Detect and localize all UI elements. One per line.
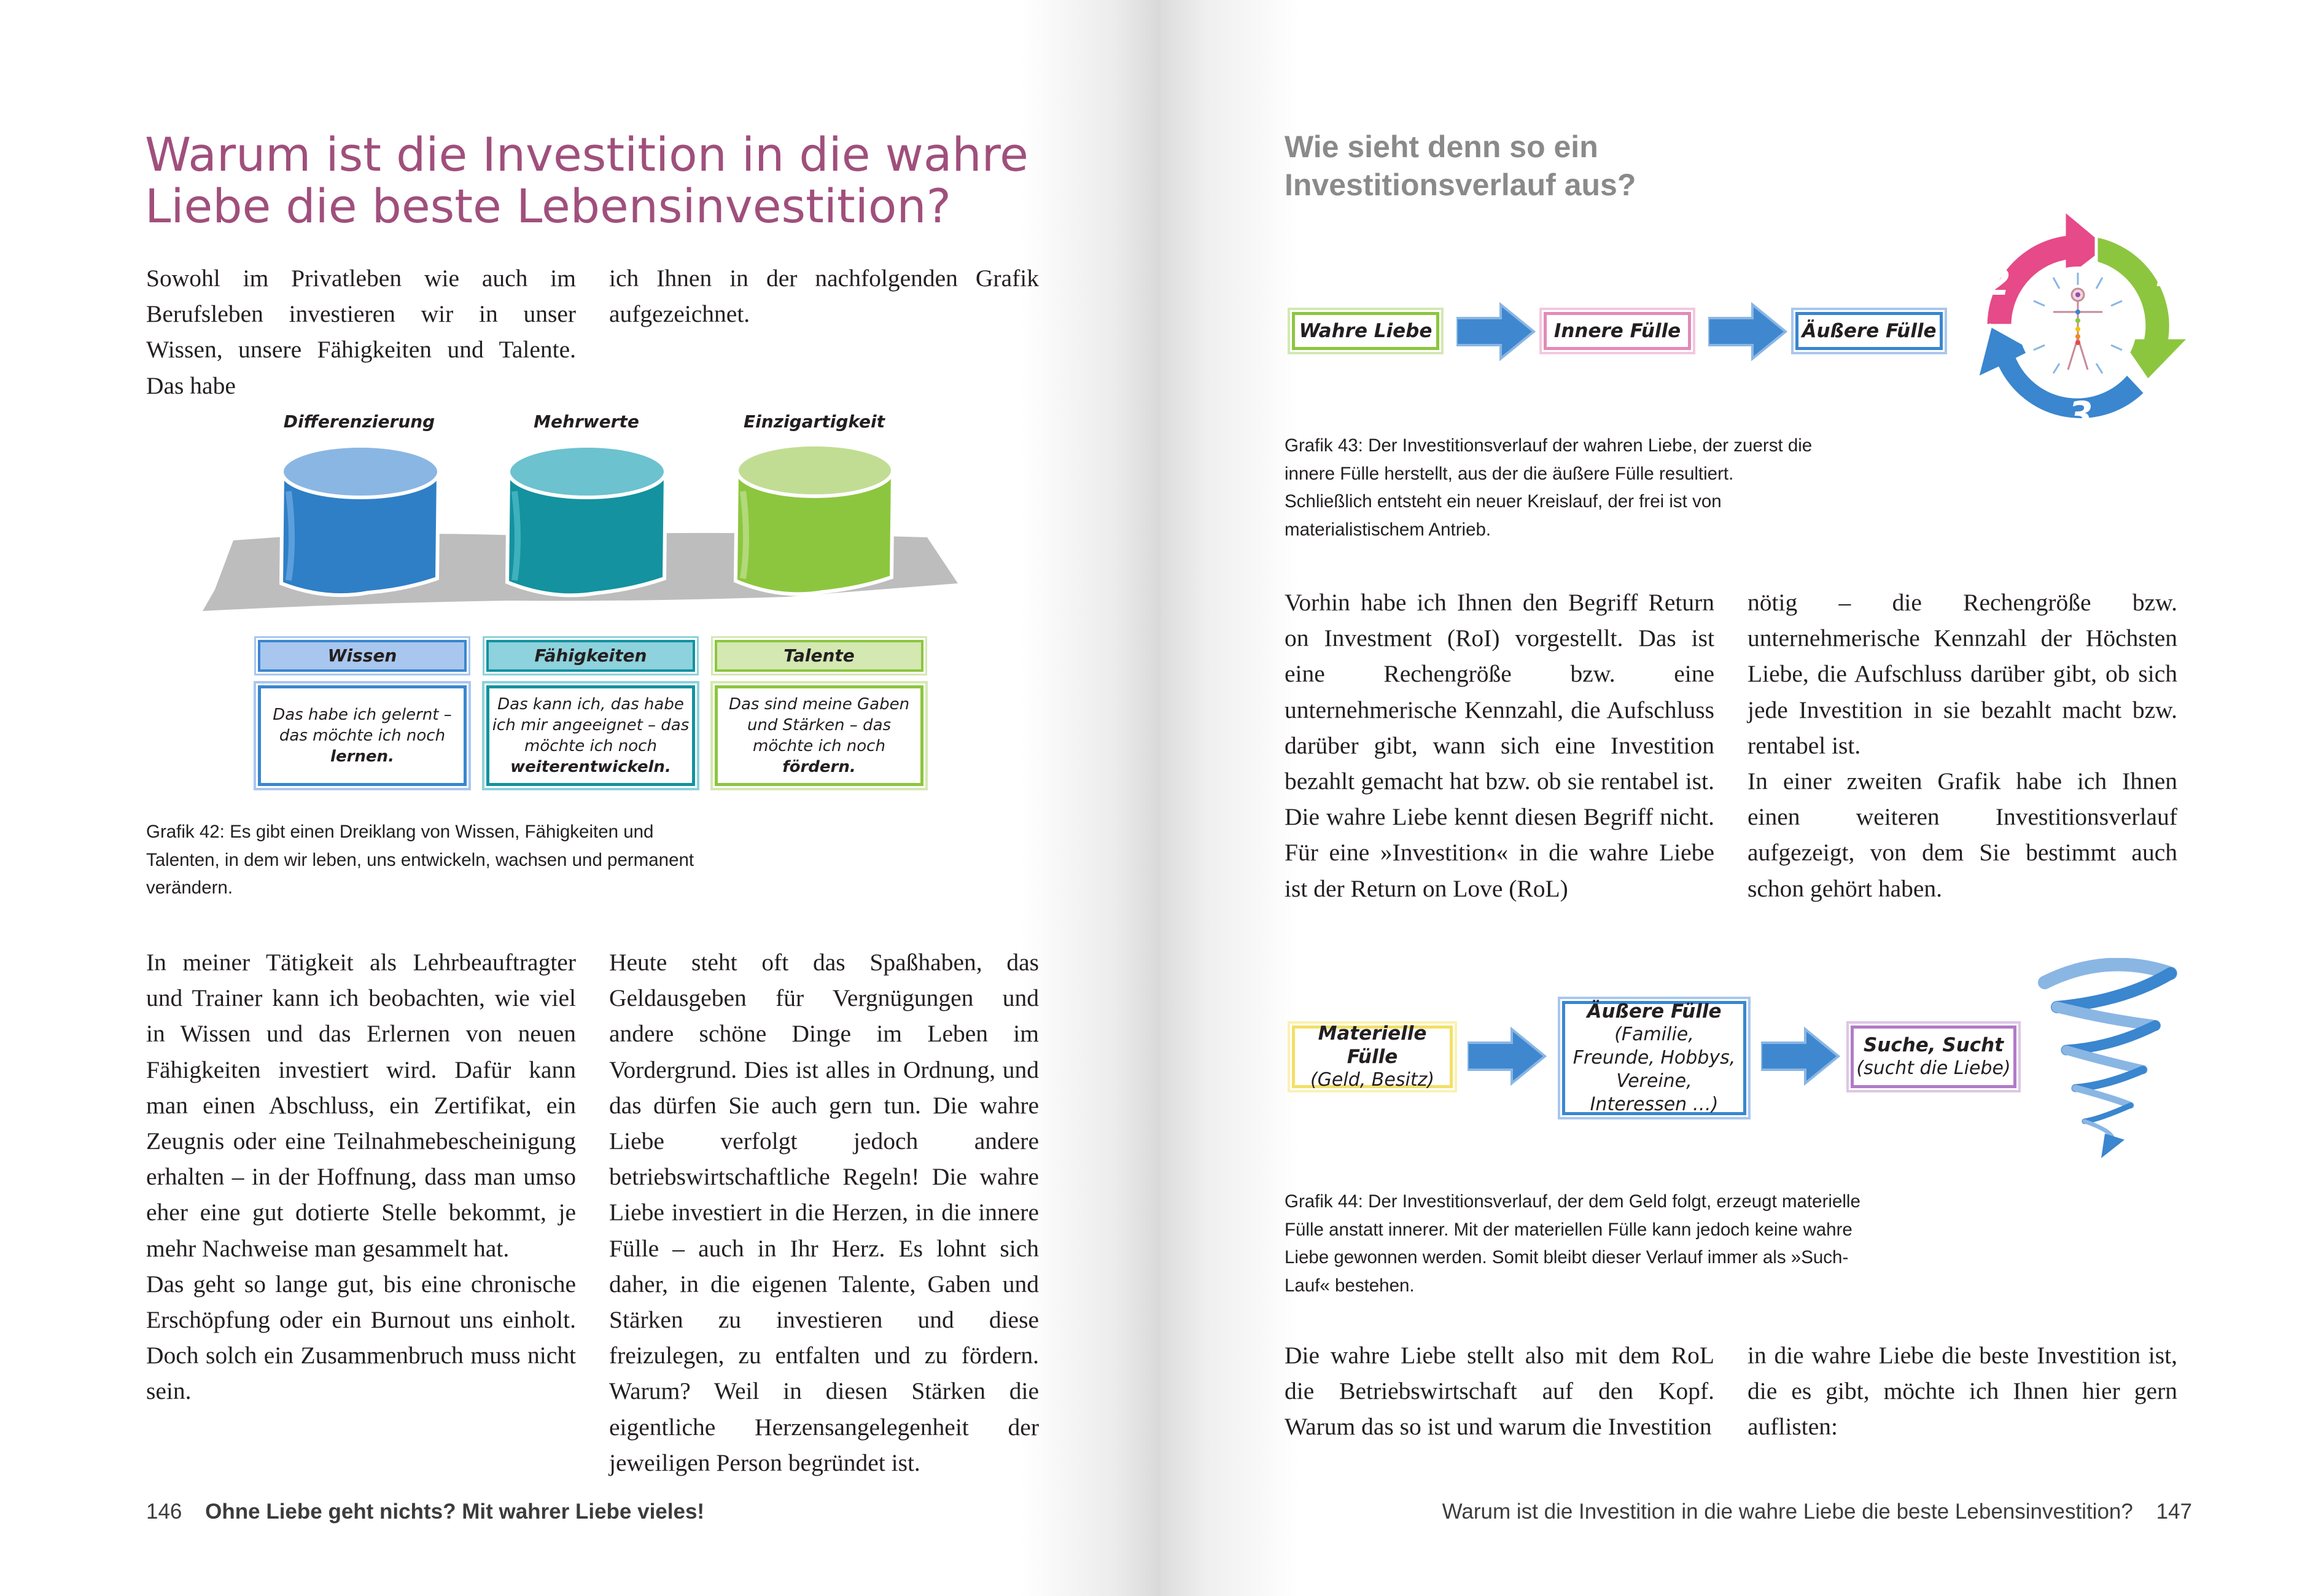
label-talente: Talente	[715, 640, 923, 672]
right-body2-column-1-paragraph: Die wahre Liebe stellt also mit dem RoL die Betriebswirtschaft auf den Kopf. Warum das so ist und warum die Investition	[1285, 1342, 1714, 1441]
flow-box-innere-fuelle: Innere Fülle	[1544, 312, 1691, 350]
spiral-tornado-icon	[2032, 958, 2180, 1167]
flow-arrow-2	[1708, 301, 1788, 362]
page-title-line1: Warum ist die Investition in die wahre	[145, 127, 1028, 182]
box-talente-text	[718, 694, 920, 777]
graphic-42	[203, 405, 989, 798]
page-number-left: 146	[146, 1500, 182, 1524]
right-body-column-2-paragraph-2: In einer zweiten Grafik habe ich Ihnen einen weiteren Investitionsverlauf aufgezeigt, von dem Sie bestimmt auch schon gehört haben.	[1748, 768, 2177, 902]
aeussere-fuelle-subtitle: (Familie, Freunde, Hobbys, Vereine, Interessen …)	[1573, 1024, 1736, 1115]
cycle-diagram	[1961, 209, 2195, 442]
box-faehigkeiten-emphasis: weiterentwickeln.	[510, 758, 671, 776]
section-subtitle-line2: Investitionsverlauf aus?	[1285, 168, 1636, 202]
aeussere-fuelle-title: Äußere Fülle	[1587, 1000, 1722, 1022]
left-page	[0, 0, 1160, 1596]
box-wissen-text	[261, 704, 464, 767]
spiral-arrowhead	[2101, 1134, 2125, 1158]
flow-box-aeussere-fuelle: Äußere Fülle	[1795, 312, 1943, 350]
right-body-column-2-paragraph-1: nötig – die Rechengröße bzw. unternehmerische Kennzahl der Höchsten Liebe, die Aufschluss darüber gibt, ob sich jede Investition in sie bezahlt macht bzw. rentabel ist.	[1748, 589, 2177, 759]
cylinder-green	[736, 445, 893, 594]
flow-arrow-3	[1468, 1026, 1547, 1087]
label-wissen: Wissen	[258, 640, 467, 672]
box-talente-emphasis: fördern.	[782, 758, 856, 776]
running-title-right: Warum ist die Investition in die wahre Liebe die beste Lebensinvestition?	[1442, 1500, 2133, 1524]
box-talente	[715, 685, 923, 786]
page-title-line2: Liebe die beste Lebensinvestition?	[145, 179, 951, 233]
cycle-number-1: 1	[2155, 253, 2180, 295]
box-faehigkeiten	[486, 685, 695, 786]
column-label-einzigartigkeit: Einzigartigkeit	[744, 411, 885, 432]
right-body2-column-2-paragraph: in die wahre Liebe die beste Investition ist, die es gibt, möchte ich Ihnen hier gern auflisten:	[1748, 1342, 2177, 1441]
cylinder-illustration	[203, 405, 989, 626]
running-title-left: Ohne Liebe geht nichts? Mit wahrer Liebe vieles!	[205, 1500, 705, 1524]
cycle-number-3: 3	[2068, 394, 2093, 435]
right-body-column-1-paragraph: Vorhin habe ich Ihnen den Begriff Return on Investment (RoI) vorgestellt. Das ist eine Rechengröße bzw. eine unternehmerische Kennzahl, die Aufschluss darüber gibt, wann sich eine Investition bezahlt gemacht hat bzw. ob sie rentabel ist. Die wahre Liebe kennt diesen Begriff nicht. Für eine »Investition« in die wahre Liebe ist der Return on Love (RoL)	[1285, 589, 1714, 902]
graphic-43	[1283, 209, 2180, 442]
section-subtitle-line1: Wie sieht denn so ein	[1285, 130, 1598, 164]
footer-right	[1283, 1500, 2192, 1524]
flow-box-aeussere-fuelle-2	[1562, 1001, 1746, 1115]
box-talente-body: Das sind meine Gaben und Stärken – das möchte ich noch	[728, 695, 910, 755]
box-faehigkeiten-text	[489, 694, 692, 777]
flow-box-suche-sucht	[1851, 1026, 2016, 1088]
caption-graphic-42: Grafik 42: Es gibt einen Dreiklang von Wissen, Fähigkeiten und Talenten, in dem wir leben, uns entwickeln, wachsen und permanent verändern.	[146, 822, 694, 898]
flow-box-materielle-fuelle	[1292, 1022, 1453, 1091]
cylinder-blue	[281, 446, 439, 595]
box-faehigkeiten-body: Das kann ich, das habe ich mir angeeignet – das möchte ich noch	[492, 695, 690, 755]
body-column-2	[609, 944, 1039, 1481]
right-body-column-2	[1748, 585, 2177, 906]
cylinder-teal	[507, 446, 666, 595]
caption-graphic-43: Grafik 43: Der Investitionsverlauf der wahren Liebe, der zuerst die innere Fülle herstellt, aus der die äußere Fülle resultiert. Schließlich entsteht ein neuer Kreislauf, der frei ist von materialistischem Antrieb.	[1285, 435, 1813, 540]
label-faehigkeiten: Fähigkeiten	[486, 640, 695, 672]
right-body-column-1	[1285, 585, 1714, 906]
footer-left	[146, 1500, 1006, 1524]
box-wissen-emphasis: lernen.	[330, 747, 394, 766]
right-page	[1160, 0, 2321, 1596]
intro-paragraph-1: Sowohl im Privatleben wie auch im Berufsleben investieren wir in unser Wissen, unsere Fähigkeiten und Talente. Das habe	[146, 265, 576, 399]
materielle-fuelle-title: Materielle Fülle	[1318, 1022, 1427, 1068]
graphic-44	[1283, 958, 2180, 1179]
body-column-1	[146, 944, 576, 1409]
box-wissen-body: Das habe ich gelernt – das möchte ich noch	[273, 706, 452, 745]
column-label-differenzierung: Differenzierung	[283, 411, 435, 432]
materielle-fuelle-subtitle: (Geld, Besitz)	[1310, 1069, 1435, 1091]
right-body2-column-1	[1285, 1337, 1714, 1445]
body-column-2-paragraph-1: Heute steht oft das Spaßhaben, das Geldausgeben für Vergnügungen und andere schöne Dinge im Leben im Vordergrund. Dies ist alles in Ordnung, und das dürfen Sie auch gern tun. Die wahre Liebe verfolgt jedoch andere betriebswirtschaftliche Regeln! Die wahre Liebe investiert in die Herzen, in die innere Fülle – auch in Ihr Herz. Es lohnt sich daher, in die eigenen Talente, Gaben und Stärken zu investieren und diese freizulegen, zu entfalten und zu fördern. Warum? Weil in diesen Stärken die eigentliche Herzensangelegenheit der jeweiligen Person begründet ist.	[609, 949, 1039, 1476]
body-column-1-paragraph-1: In meiner Tätigkeit als Lehrbeauftragter und Trainer kann ich beobachten, wie viel in Wissen und das Erlernen von neuen Fähigkeiten investiert wird. Dafür kann man einen Abschluss, ein Zertifikat, ein Zeugnis oder eine Teilnahmebescheinigung erhalten – in der Hoffnung, dass man umso eher eine gut dotierte Stelle bekommt, je mehr Nachweise man gesammelt hat.	[146, 949, 576, 1262]
intro-column-2	[609, 260, 1039, 332]
suche-sucht-subtitle: (sucht die Liebe)	[1856, 1057, 2011, 1079]
column-label-mehrwerte: Mehrwerte	[534, 411, 639, 432]
intro-paragraph-2: ich Ihnen in der nachfolgenden Grafik aufgezeichnet.	[609, 265, 1039, 328]
page-number-right: 147	[2156, 1500, 2192, 1524]
flow-arrow-1	[1456, 301, 1536, 362]
suche-sucht-title: Suche, Sucht	[1863, 1034, 2004, 1056]
cycle-number-2: 2	[1986, 262, 2011, 303]
intro-column-1	[146, 260, 576, 403]
section-subtitle	[1285, 128, 1837, 204]
body-column-1-paragraph-2: Das geht so lange gut, bis eine chronische Erschöpfung oder ein Burnout uns einholt. Doch solch ein Zusammenbruch muss nicht sein.	[146, 1270, 576, 1405]
flow-arrow-4	[1761, 1026, 1841, 1087]
page-title	[145, 129, 1035, 232]
caption-graphic-44: Grafik 44: Der Investitionsverlauf, der dem Geld folgt, erzeugt materielle Fülle anstatt innerer. Mit der materiellen Fülle kann jedoch keine wahre Liebe gewonnen werden. Somit bleibt dieser Verlauf immer als »Such-Lauf« bestehen.	[1285, 1191, 1860, 1296]
box-wissen	[258, 685, 467, 786]
right-body2-column-2	[1748, 1337, 2177, 1445]
flow-box-wahre-liebe: Wahre Liebe	[1292, 312, 1439, 350]
